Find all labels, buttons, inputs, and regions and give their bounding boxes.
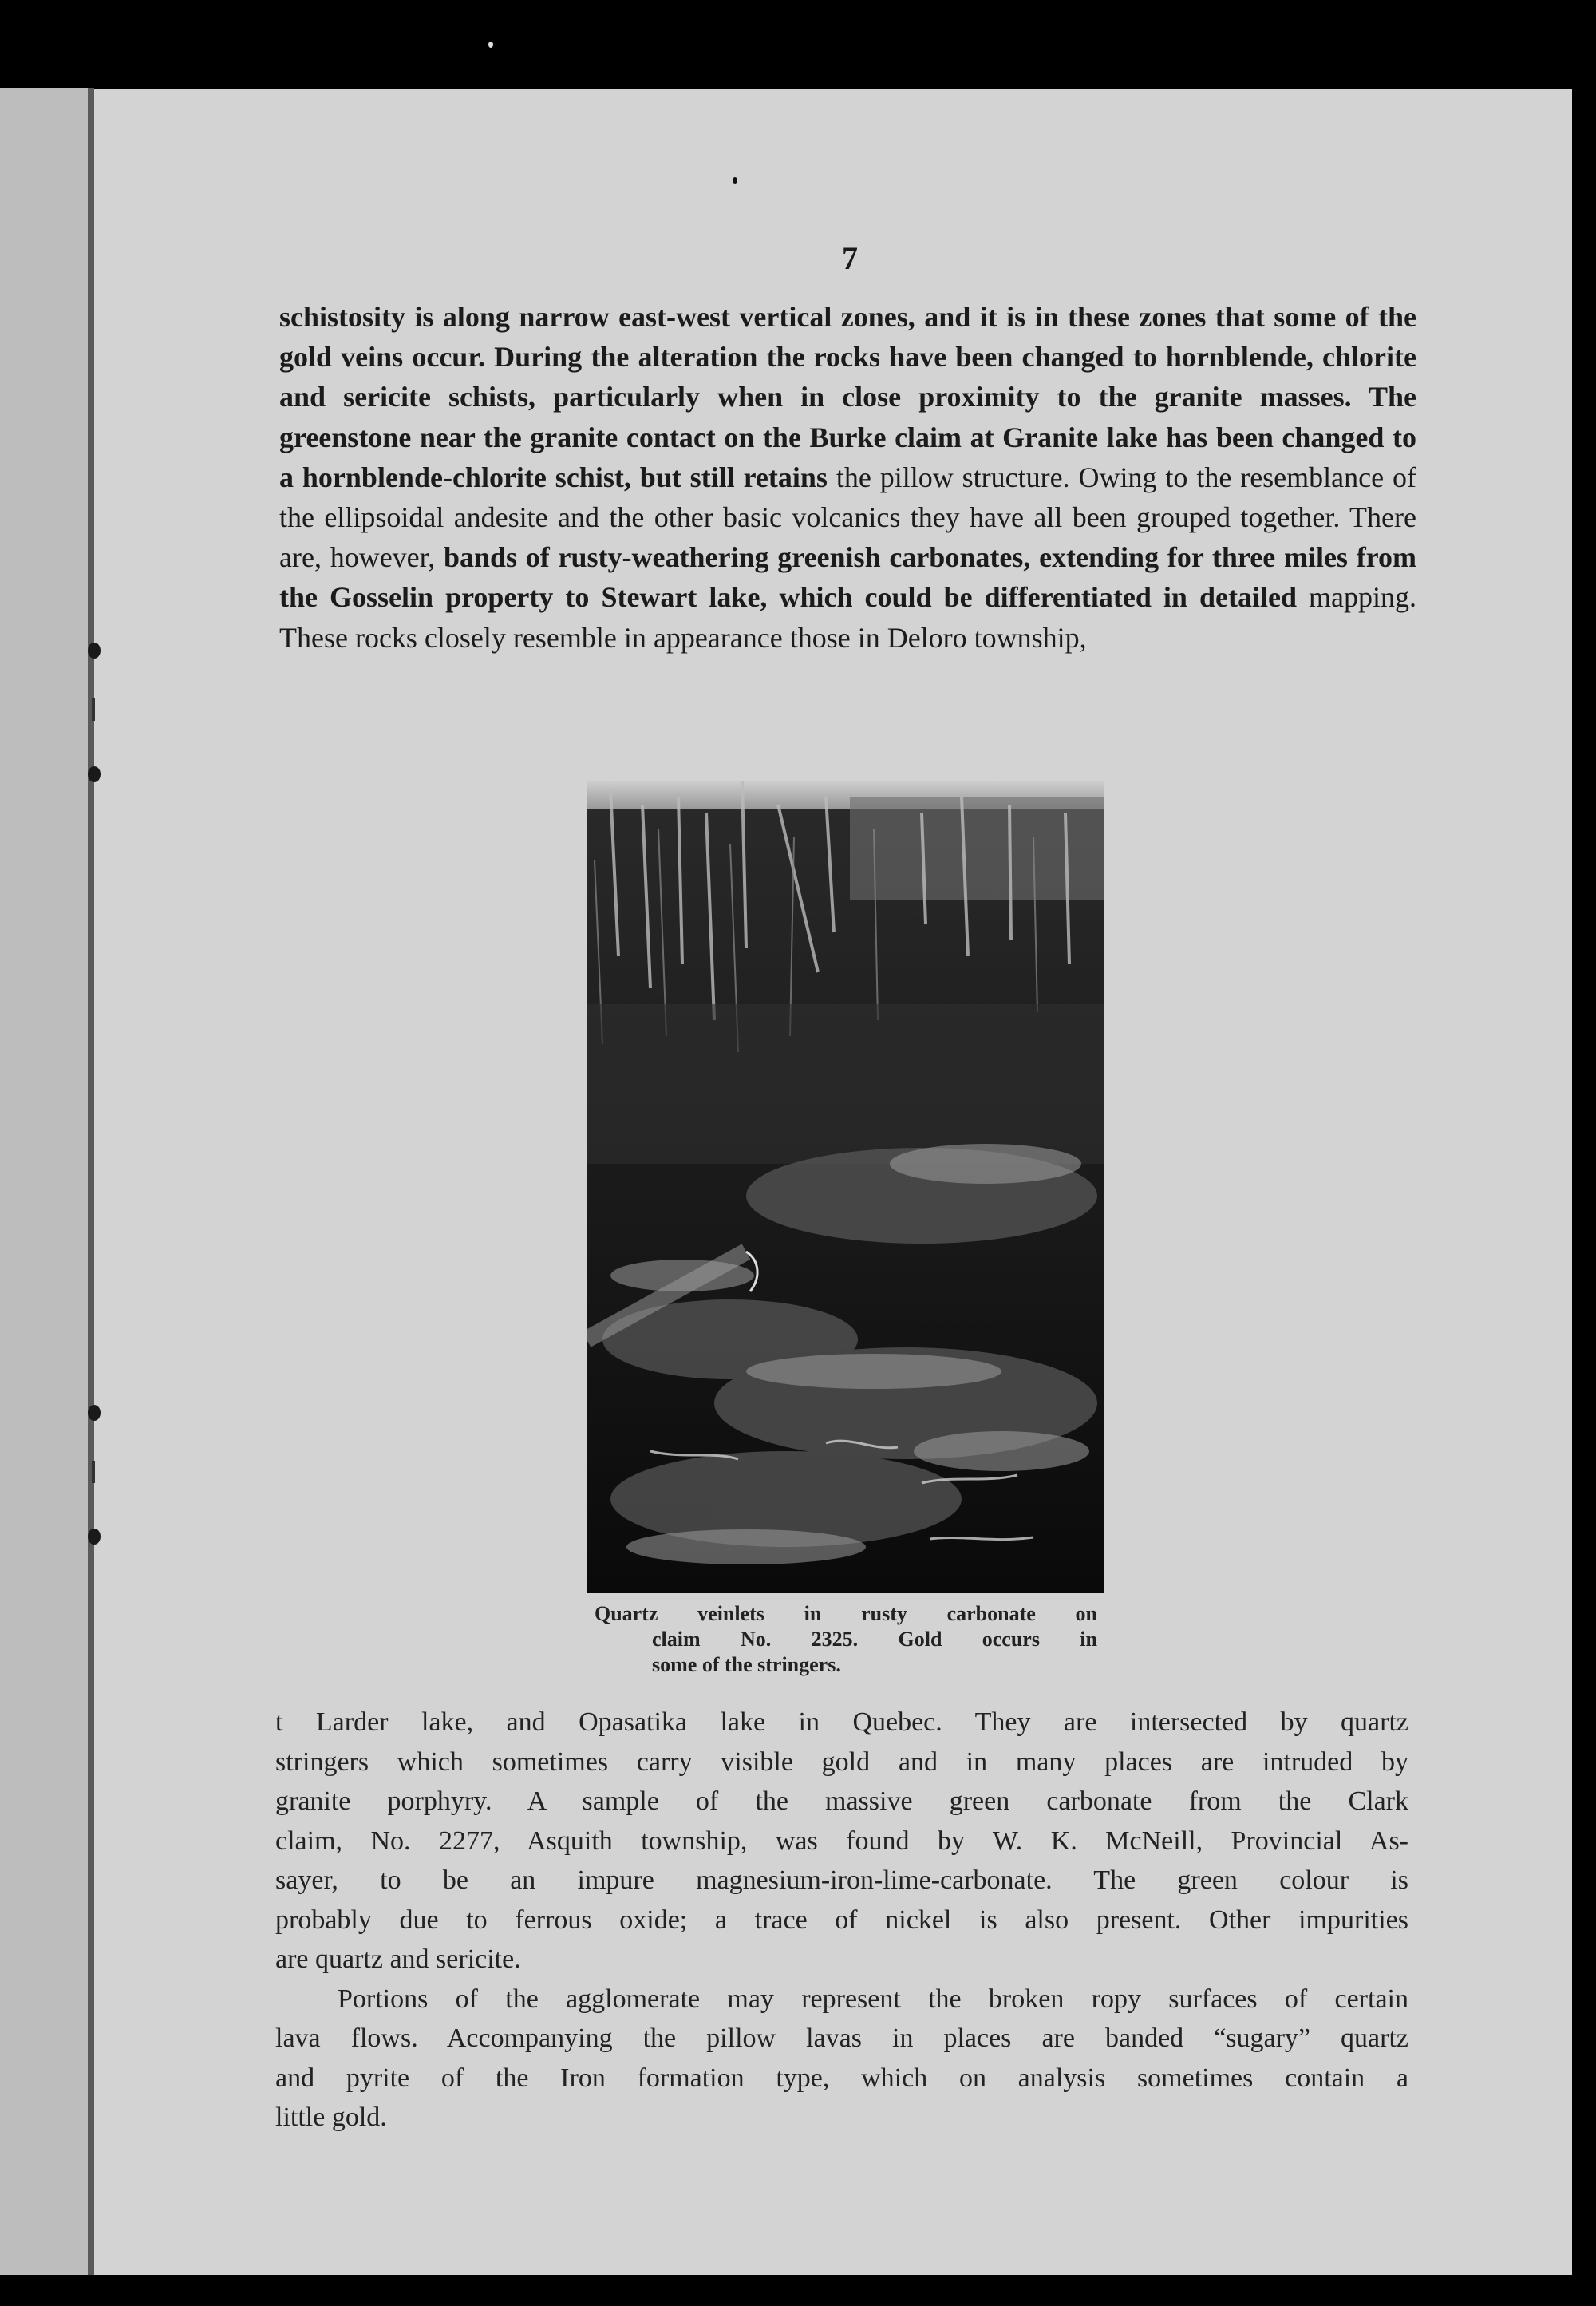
print-speck (733, 177, 737, 184)
binding-hole (88, 1529, 101, 1545)
page-spine (88, 88, 94, 2275)
paragraph-bottom (275, 1703, 1408, 2138)
text-line: stringers which sometimes carry visible gold and in many places are intruded by (275, 1746, 1408, 1777)
binding-hole (88, 643, 101, 659)
text-line: the other basic volcanics they have all been grouped together. There are, however, (279, 501, 1416, 574)
figure-caption (595, 1601, 1097, 1678)
binding-mark (92, 698, 95, 721)
text-line: schistosity is along narrow east-west vertical zones, and it is in these zones that (279, 301, 1274, 333)
text-line: at Granite lake has been changed to a hornblende-chlorite schist, but still retains (279, 421, 1416, 493)
binding-mark (92, 1461, 95, 1483)
facing-page-edge (0, 88, 94, 2275)
text-line: sayer, to be an impure magnesium-iron-lime-carbonate. The green colour is (275, 1865, 1408, 1895)
text-line: to hornblende, chlorite and sericite schists, particularly when in close proximity to (279, 341, 1416, 413)
caption-line: some of the stringers. (652, 1653, 841, 1676)
print-speck (488, 42, 493, 48)
text-line: the pillow structure. Owing to the resemblance of the ellipsoidal andesite and (279, 461, 1417, 534)
text-line: lava flows. Accompanying the pillow lavas in places are banded “sugary” quartz (275, 2023, 1408, 2053)
text-line: granite porphyry. A sample of the massive green carbonate from the Clark (275, 1786, 1408, 1816)
text-line: Portions of the agglomerate may represent the broken ropy surfaces of certain (338, 1984, 1408, 2014)
text-line: little gold. (275, 2102, 387, 2132)
caption-line: claim No. 2325. Gold occurs in (652, 1628, 1097, 1651)
text-line: t Larder lake, and Opasatika lake in Quebec. They are intersected by quartz (275, 1707, 1408, 1737)
photograph-image (587, 781, 1104, 1593)
binding-hole (88, 1405, 101, 1421)
text-line: claim, No. 2277, Asquith township, was found by W. K. McNeill, Provincial As- (275, 1825, 1408, 1856)
binding-hole (88, 766, 101, 782)
text-line: and pyrite of the Iron formation type, which on analysis sometimes contain a (275, 2063, 1408, 2093)
caption-line: Quartz veinlets in rusty carbonate on (595, 1602, 1097, 1625)
page-number: 7 (842, 240, 858, 276)
text-line: the Gosselin property to Stewart lake, which could be differentiated in detailed (279, 581, 1310, 614)
photograph-quartz-veinlets (587, 781, 1104, 1593)
text-line: are quartz and sericite. (275, 1944, 521, 1974)
paragraph-top (279, 297, 1416, 658)
text-line: the granite masses. The greenstone near the granite contact on the Burke claim (279, 381, 1416, 453)
text-line: some of the gold veins occur. During the alteration the rocks have been changed (279, 301, 1417, 374)
text-line: mapping. These rocks closely resemble in appearance those in Deloro township, (279, 581, 1416, 654)
text-line: probably due to ferrous oxide; a trace of nickel is also present. Other impurities (275, 1905, 1408, 1935)
text-line: bands of rusty-weathering greenish carbonates, extending for three miles from (443, 541, 1416, 574)
